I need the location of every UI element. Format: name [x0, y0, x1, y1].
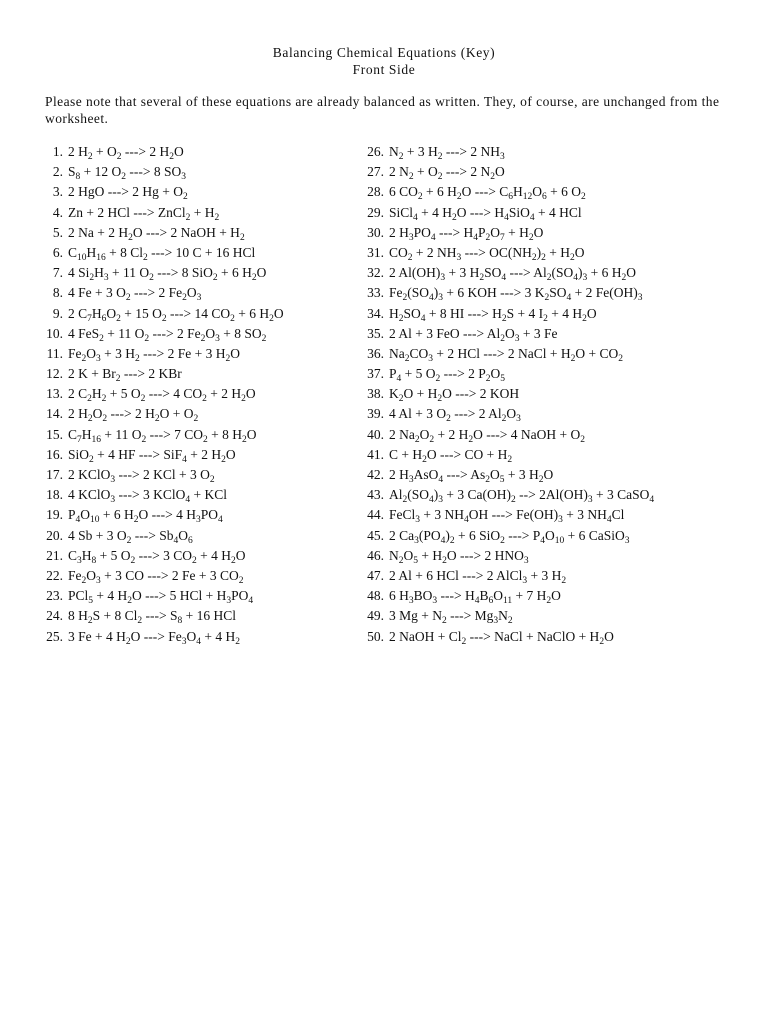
equation-formula: 2 Al + 6 HCl ---> 2 AlCl$_3$ + 3 $H_2$ [389, 567, 567, 586]
equation-item [34, 183, 356, 203]
equation-number: 48. [367, 588, 384, 604]
equation-formula: 2 $H_2 + O_2$ ---> 2 $H_2O$ [68, 144, 184, 162]
equation-number: 22. [46, 567, 63, 583]
equation-item [34, 466, 356, 486]
equation-item [356, 305, 726, 325]
equation-number: 4. [52, 204, 63, 220]
equation-number: 46. [367, 547, 384, 563]
equation-formula: $C_7H_{16} + 11$ $O_2$ ---> 7 $CO_2 + 8$ $H_2O$ [68, 426, 257, 445]
equation-number: 18. [46, 487, 63, 503]
equation-number: 41. [367, 446, 384, 462]
equation-item [34, 628, 356, 648]
equation-number: 13. [46, 386, 63, 402]
equation-formula: 2 KClO$_3$ ---> 2 KCl + 3 $O_2$ [68, 467, 215, 485]
equation-formula: 2 HgO ---> 2 $Hg + O_2$ [68, 184, 188, 203]
equation-item [356, 284, 726, 304]
equation-formula: $K_2O + H_2O$ ---> 2 KOH [389, 386, 520, 405]
equation-item [34, 345, 356, 365]
equation-formula: 4 Fe + 3 $O_2$ ---> 2 $Fe_2O_3$ [68, 285, 202, 304]
equation-number: 49. [367, 608, 384, 624]
equation-item [34, 385, 356, 405]
equation-formula: 8 $H_2S + 8$ $Cl_2$ ---> $S_8 + 16$ HCl [68, 608, 236, 627]
equation-formula: 4 KClO$_3$ ---> 3 KClO$_4$ + KCl [68, 487, 227, 506]
intro-note: Please note that several of these equations are already balanced as written. They, of course, are unchanged from the worksheet. [45, 94, 720, 126]
equation-formula: 6 $CO_2 + 6$ $H_2O$ ---> $C_6H_{12}O_6 + 6$ $O_2$ [389, 184, 586, 203]
equation-formula: $Fe_2O_3 + 3$ CO ---> 2 Fe + 3 $CO_2$ [68, 567, 244, 586]
equation-number: 33. [367, 285, 384, 301]
equation-formula: $CO_2 + 2$ $NH_3$ ---> $OC(NH_2)_2 + H_2O$ [389, 244, 585, 263]
equation-formula: $Fe_2O_3 + 3$ $H_2$ ---> 2 Fe + 3 $H_2O$ [68, 345, 240, 364]
equation-item [34, 244, 356, 264]
equation-number: 16. [46, 446, 63, 462]
equation-item [34, 587, 356, 607]
equation-item [356, 345, 726, 365]
equation-number: 10. [46, 325, 63, 341]
equation-formula: $N_2O_5 + H_2O$ ---> 2 $HNO_3$ [389, 547, 529, 566]
equation-formula: $P_4 + 5$ $O_2$ ---> 2 $P_2O_5$ [389, 366, 505, 385]
equation-item [34, 446, 356, 466]
equation-number: 37. [367, 366, 384, 382]
equation-number: 42. [367, 467, 384, 482]
equation-number: 1. [52, 144, 63, 159]
equation-item [356, 264, 726, 284]
equation-item [356, 426, 726, 446]
equation-item [356, 628, 726, 648]
equation-number: 34. [367, 305, 384, 321]
equation-number: 17. [46, 467, 63, 482]
equation-number: 12. [46, 366, 63, 382]
equation-formula: 4 Al + 3 $O_2$ ---> 2 $Al_2O_3$ [389, 406, 521, 425]
equation-item [356, 587, 726, 607]
equation-number: 11. [46, 345, 63, 361]
equation-formula: 2 $Ca_3(PO_4)_2 + 6$ SiO$_2$ ---> $P_4O_{10} + 6$ CaSiO$_3$ [389, 527, 630, 546]
equation-number: 3. [52, 184, 63, 200]
equation-formula: $H_2SO_4 + 8$ HI ---> $H_2S + 4$ $I_2 + 4$ $H_2O$ [389, 305, 597, 324]
equation-formula: 2 $H_3PO_4$ ---> $H_4P_2O_7 + H_2O$ [389, 224, 544, 243]
equation-number: 39. [367, 406, 384, 422]
equation-item [356, 446, 726, 466]
equation-formula: 3 $Mg + N_2$ ---> $Mg_3N_2$ [389, 608, 513, 627]
equation-item [34, 204, 356, 224]
equation-formula: FeCl$_3$ + 3 $NH_4OH$ ---> $Fe(OH)_3 + 3$ $NH_4Cl$ [389, 507, 625, 526]
equation-number: 38. [367, 386, 384, 402]
equation-number: 26. [367, 144, 384, 159]
equation-item [356, 244, 726, 264]
equation-item [356, 385, 726, 405]
equation-number: 2. [52, 164, 63, 180]
equation-number: 7. [52, 265, 63, 281]
equation-item [356, 143, 726, 163]
equation-formula: $C + H_2O$ ---> CO + $H_2$ [389, 446, 513, 465]
equation-formula: 2 $C_2H_2 + 5$ $O_2$ ---> 4 $CO_2 + 2$ $H_2O$ [68, 386, 256, 405]
equation-number: 6. [52, 244, 63, 260]
equation-item [356, 466, 726, 486]
equation-formula: 2 Al + 3 FeO ---> $Al_2O_3 + 3$ Fe [389, 325, 558, 344]
equation-item [356, 567, 726, 587]
equation-formula: 3 Fe + 4 $H_2O$ ---> $Fe_3O_4 + 4$ $H_2$ [68, 628, 240, 647]
equation-number: 24. [46, 608, 63, 624]
equation-item [34, 567, 356, 587]
equation-number: 44. [367, 507, 384, 523]
equation-item [356, 486, 726, 506]
equation-item [34, 426, 356, 446]
equation-number: 31. [367, 244, 384, 260]
equation-number: 9. [52, 305, 63, 321]
equation-formula: $Al_2(SO_4)_3 + 3$ $Ca(OH)_2$ --> $2Al(OH)_3 + 3$ CaSO$_4$ [389, 487, 655, 506]
equation-formula: 2 NaOH + $Cl_2$ ---> NaCl + NaClO + $H_2O$ [389, 628, 614, 647]
equation-item [34, 143, 356, 163]
equation-formula: 2 $H_2O_2$ ---> 2 $H_2O + O_2$ [68, 406, 199, 425]
equation-item [34, 284, 356, 304]
equation-number: 50. [367, 628, 384, 644]
equation-number: 30. [367, 224, 384, 240]
equation-formula: 6 $H_3BO_3$ ---> $H_4B_6O_{11} + 7$ $H_2O$ [389, 588, 561, 607]
equation-number: 35. [367, 325, 384, 341]
equation-formula: 2 $Na_2O_2 + 2$ $H_2O$ ---> 4 NaOH + $O_2$ [389, 426, 585, 445]
equation-item [34, 405, 356, 425]
equation-item [34, 547, 356, 567]
equation-item [356, 325, 726, 345]
equation-item [356, 163, 726, 183]
equation-list-right [356, 143, 726, 648]
equation-formula: PCl$_5$ + 4 $H_2O$ ---> 5 HCl + $H_3PO_4$ [68, 588, 254, 607]
equation-item [356, 527, 726, 547]
equation-number: 15. [46, 426, 63, 442]
equation-number: 29. [367, 204, 384, 220]
equation-item [34, 607, 356, 627]
equation-item [356, 204, 726, 224]
equation-number: 23. [46, 588, 63, 604]
equation-number: 47. [367, 567, 384, 583]
equation-formula: Zn + 2 HCl ---> ZnCl$_2$ + $H_2$ [68, 204, 220, 223]
equation-number: 21. [46, 547, 63, 563]
equation-formula: 2 $C_7H_6O_2 + 15$ $O_2$ ---> 14 $CO_2 + 6$ $H_2O$ [68, 305, 284, 324]
equation-item [34, 365, 356, 385]
equation-formula: 2 $Al(OH)_3 + 3$ $H_2SO_4$ ---> $Al_2(SO_4)_3 + 6$ $H_2O$ [389, 265, 637, 284]
equation-formula: 4 $Si_2H_3 + 11$ $O_2$ ---> 8 SiO$_2$ + 6 $H_2O$ [68, 265, 267, 284]
equation-formula: 4 Sb + 3 $O_2$ ---> $Sb_4O_6$ [68, 527, 193, 546]
equation-formula: SiCl$_4$ + 4 $H_2O$ ---> $H_4SiO_4 + 4$ HCl [389, 204, 582, 223]
equation-item [356, 607, 726, 627]
equation-formula: $P_4O_{10} + 6$ $H_2O$ ---> 4 $H_3PO_4$ [68, 507, 223, 526]
equation-formula: $Na_2CO_3 + 2$ HCl ---> 2 NaCl + $H_2O + CO_2$ [389, 345, 623, 364]
equation-number: 25. [46, 628, 63, 644]
equation-item [356, 224, 726, 244]
equation-number: 32. [367, 265, 384, 281]
equation-formula: SiO$_2$ + 4 HF ---> SiF$_4$ + 2 $H_2O$ [68, 446, 236, 465]
equation-item [34, 486, 356, 506]
equation-item [34, 305, 356, 325]
equation-number: 40. [367, 426, 384, 442]
equation-formula: 2 $H_3AsO_4$ ---> $As_2O_5 + 3$ $H_2O$ [389, 467, 554, 485]
equation-number: 45. [367, 527, 384, 543]
equation-item [34, 506, 356, 526]
equation-number: 8. [52, 285, 63, 301]
equation-list-left [34, 143, 356, 648]
equation-formula: $S_8 + 12$ $O_2$ ---> 8 $SO_3$ [68, 164, 186, 183]
equation-item [34, 224, 356, 244]
page-subtitle: Front Side [352, 62, 416, 77]
equation-formula: 2 Na + 2 $H_2O$ ---> 2 NaOH + $H_2$ [68, 224, 245, 243]
equation-number: 5. [52, 224, 63, 240]
equation-number: 28. [367, 184, 384, 200]
equation-item [356, 183, 726, 203]
equation-number: 36. [367, 345, 384, 361]
equation-formula: 2 $N_2 + O_2$ ---> 2 $N_2O$ [389, 164, 505, 183]
equation-item [356, 547, 726, 567]
equation-number: 20. [46, 527, 63, 543]
equation-item [34, 325, 356, 345]
equation-item [34, 264, 356, 284]
equation-item [356, 405, 726, 425]
equation-item [34, 527, 356, 547]
equation-number: 27. [367, 164, 384, 180]
equation-formula: 4 FeS$_2$ + 11 $O_2$ ---> 2 $Fe_2O_3 + 8$ $SO_2$ [68, 325, 267, 344]
equation-formula: $Fe_2(SO_4)_3 + 6$ KOH ---> 3 $K_2SO_4 + 2$ $Fe(OH)_3$ [389, 285, 643, 304]
equation-number: 14. [46, 406, 63, 422]
equation-number: 43. [367, 487, 384, 503]
equation-formula: $C_3H_8 + 5$ $O_2$ ---> 3 $CO_2 + 4$ $H_2O$ [68, 547, 246, 566]
equation-item [356, 506, 726, 526]
equation-item [356, 365, 726, 385]
equation-item [34, 163, 356, 183]
equation-number: 19. [46, 507, 63, 523]
equation-formula: $C_{10}H_{16} + 8$ $Cl_2$ ---> 10 C + 16 HCl [68, 244, 256, 263]
equation-formula: 2 $K + Br_2$ ---> 2 KBr [68, 366, 182, 385]
equation-formula: $N_2 + 3$ $H_2$ ---> 2 $NH_3$ [389, 144, 505, 162]
page-title: Balancing Chemical Equations (Key) [272, 45, 496, 60]
